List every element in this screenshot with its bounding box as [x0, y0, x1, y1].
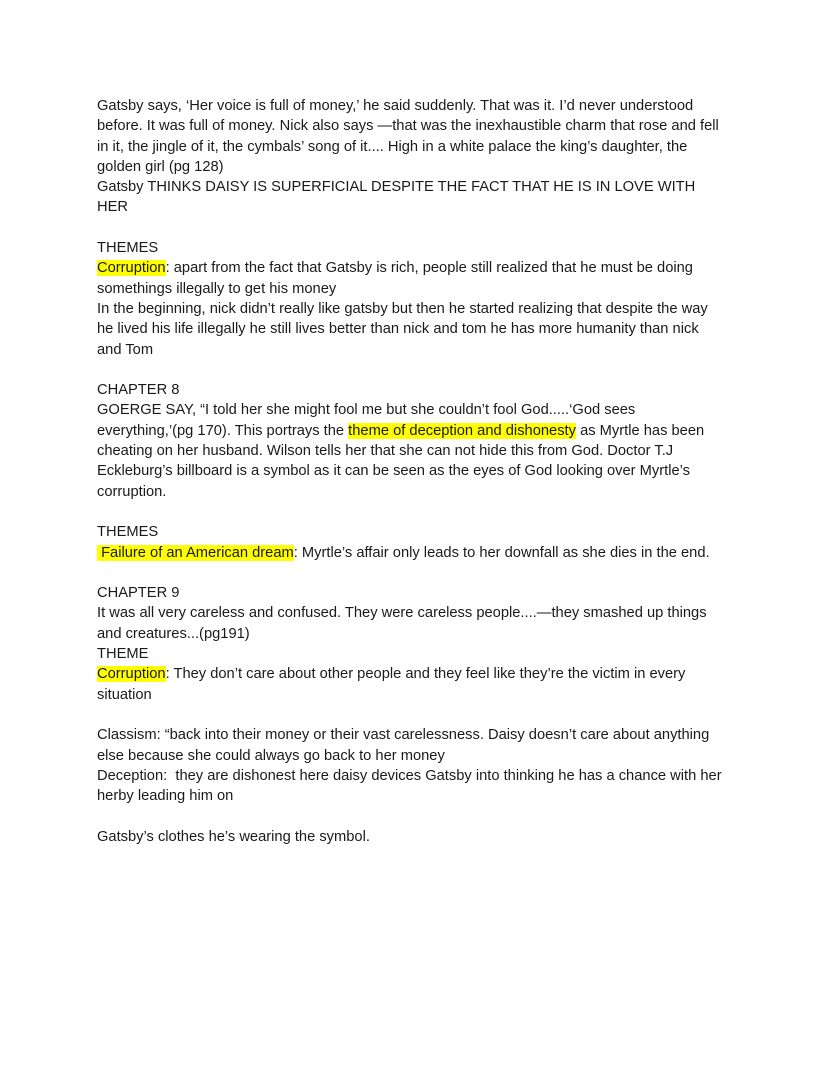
text-run: and creatures...(pg191)	[97, 625, 250, 642]
highlighted-text: Corruption	[97, 260, 166, 277]
document-text	[97, 96, 757, 847]
text-line	[97, 299, 757, 319]
text-run: in it, the jingle of it, the cymbals’ song of it.... High in a white palace the king’s daughter, the	[97, 138, 688, 155]
text-run: Gatsby’s clothes he’s wearing the symbol.	[97, 828, 370, 845]
text-line	[97, 543, 757, 563]
text-line	[97, 400, 757, 420]
text-run: somethings illegally to get his money	[97, 280, 337, 297]
text-line	[97, 685, 757, 705]
text-run: and Tom	[97, 341, 154, 358]
text-run: Classism: “back into their money or their vast carelessness. Daisy doesn’t care about anything	[97, 727, 710, 744]
text-line	[97, 725, 757, 745]
text-line	[97, 380, 757, 400]
text-run: before. It was full of money. Nick also says —that was the inexhaustible charm that rose and fell	[97, 118, 719, 135]
text-run: HER	[97, 199, 129, 216]
text-line	[97, 137, 757, 157]
text-line	[97, 441, 757, 461]
text-run: THEME	[97, 646, 149, 663]
highlighted-text: Failure of an American dream	[97, 544, 294, 561]
text-line	[97, 583, 757, 603]
text-run: CHAPTER 9	[97, 585, 180, 602]
text-run: Gatsby THINKS DAISY IS SUPERFICIAL DESPITE THE FACT THAT HE IS IN LOVE WITH	[97, 179, 696, 196]
blank-line	[97, 360, 757, 380]
blank-line	[97, 563, 757, 583]
text-run: THEMES	[97, 240, 159, 257]
text-run: situation	[97, 686, 152, 703]
text-line	[97, 116, 757, 136]
text-line	[97, 522, 757, 542]
text-line	[97, 746, 757, 766]
text-run: : They don’t care about other people and they feel like they’re the victim in every	[165, 666, 686, 683]
text-run: herby leading him on	[97, 788, 234, 805]
text-line	[97, 177, 757, 197]
text-run: CHAPTER 8	[97, 382, 180, 399]
text-run: THEMES	[97, 524, 159, 541]
blank-line	[97, 806, 757, 826]
text-line	[97, 786, 757, 806]
text-run: corruption.	[97, 483, 167, 500]
blank-line	[97, 502, 757, 522]
text-line	[97, 664, 757, 684]
text-line	[97, 157, 757, 177]
text-line	[97, 461, 757, 481]
text-run: : apart from the fact that Gatsby is rich, people still realized that he must be doing	[165, 260, 693, 277]
text-run: else because she could always go back to her money	[97, 747, 445, 764]
text-run: It was all very careless and confused. They were careless people....—they smashed up things	[97, 605, 707, 622]
text-line	[97, 197, 757, 217]
text-run: he lived his life illegally he still lives better than nick and tom he has more humanity than nick	[97, 321, 699, 338]
text-line	[97, 238, 757, 258]
text-run: Gatsby says, ‘Her voice is full of money,’ he said suddenly. That was it. I’d never understood	[97, 98, 694, 114]
text-run: In the beginning, nick didn’t really like gatsby but then he started realizing that despite the way	[97, 300, 708, 317]
text-line	[97, 827, 757, 847]
text-line	[97, 319, 757, 339]
text-run: golden girl (pg 128)	[97, 158, 224, 175]
text-run: everything,’(pg 170). This portrays the	[97, 422, 349, 439]
text-run: cheating on her husband. Wilson tells her that she can not hide this from God. Doctor T.J	[97, 443, 674, 460]
blank-line	[97, 218, 757, 238]
text-line	[97, 258, 757, 278]
text-line	[97, 766, 757, 786]
text-line	[97, 279, 757, 299]
text-line	[97, 482, 757, 502]
text-run: as Myrtle has been	[576, 422, 705, 439]
text-line	[97, 603, 757, 623]
text-run: : Myrtle’s affair only leads to her downfall as she dies in the end.	[293, 544, 710, 561]
text-run: GOERGE SAY, “I told her she might fool me but she couldn’t fool God.....‘God sees	[97, 402, 636, 419]
text-line	[97, 340, 757, 360]
blank-line	[97, 705, 757, 725]
text-line	[97, 421, 757, 441]
text-run: Deception: they are dishonest here daisy devices Gatsby into thinking he has a chance with her	[97, 767, 722, 784]
text-line	[97, 624, 757, 644]
highlighted-text: theme of deception and dishonesty	[348, 422, 576, 439]
text-line	[97, 96, 757, 116]
text-line	[97, 644, 757, 664]
text-run: Eckleburg’s billboard is a symbol as it can be seen as the eyes of God looking over Myrtle’s	[97, 463, 690, 480]
highlighted-text: Corruption	[97, 666, 166, 683]
